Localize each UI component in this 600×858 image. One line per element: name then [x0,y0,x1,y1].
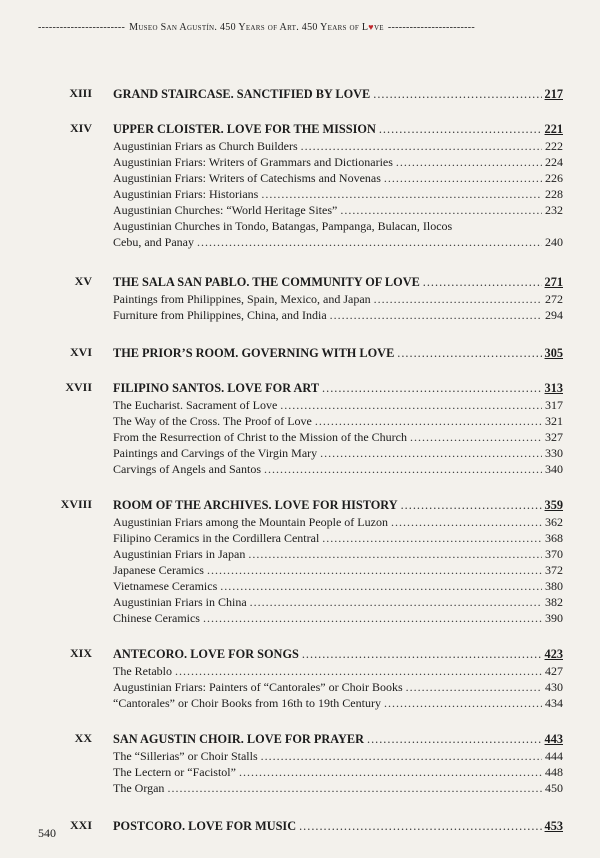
dot-leader [320,446,542,460]
entry-page: 317 [545,398,563,412]
toc-section [0,274,600,323]
section-title-row[interactable] [113,274,563,291]
section-title: SAN AGUSTIN CHOIR. LOVE FOR PRAYER [113,732,364,746]
entry-title: Augustinian Friars: Writers of Catechisms and Novenas [113,171,381,185]
section-page: 359 [544,498,563,512]
section-page: 313 [544,381,563,395]
toc-entry[interactable] [113,307,563,323]
section-title-row[interactable] [113,646,563,663]
toc-section [0,818,600,835]
dot-leader [340,203,542,217]
entry-page: 222 [545,139,563,153]
toc-entry[interactable] [113,610,563,626]
entry-title: Augustinian Churches in Tondo, Batangas, Pampanga, Bulacan, Ilocos [113,219,453,233]
dot-leader [203,611,542,625]
dot-leader [197,235,542,249]
section-page: 443 [544,732,563,746]
dot-leader [373,87,541,101]
entry-page: 434 [545,696,563,710]
toc-entry[interactable] [113,445,563,461]
section-number: XVIII [60,497,92,511]
dot-leader [384,171,542,185]
dot-leader [410,430,542,444]
toc-entry[interactable] [113,578,563,594]
dot-leader [406,680,542,694]
section-page: 305 [544,346,563,360]
entry-page: 370 [545,547,563,561]
dot-leader [261,749,542,763]
dot-leader [280,398,542,412]
dot-leader [379,122,542,136]
entry-title: Vietnamese Ceramics [113,579,218,593]
header-right-dashes: ------------------------ [387,22,476,33]
section-title: ANTECORO. LOVE FOR SONGS [113,647,299,661]
toc-entry[interactable] [113,170,563,186]
dot-leader [302,647,542,661]
dot-leader [264,462,542,476]
toc-entry[interactable] [113,154,563,170]
section-title: GRAND STAIRCASE. SANCTIFIED BY LOVE [113,87,371,101]
entry-page: 240 [545,235,563,249]
entry-page: 232 [545,203,563,217]
dot-leader [396,155,542,169]
entry-page: 330 [545,446,563,460]
entry-page: 327 [545,430,563,444]
section-title-row[interactable] [113,818,563,835]
section-title: THE PRIOR’S ROOM. GOVERNING WITH LOVE [113,346,395,360]
entry-title: Furniture from Philippines, China, and India [113,308,327,322]
dot-leader [330,308,542,322]
entry-title: The Lectern or “Facistol” [113,765,236,779]
entry-title: Chinese Ceramics [113,611,200,625]
dot-leader [220,579,542,593]
toc-entry[interactable] [113,413,563,429]
entry-title: Carvings of Angels and Santos [113,462,261,476]
toc-entry[interactable] [113,679,563,695]
entry-page: 427 [545,664,563,678]
dot-leader [391,515,542,529]
dot-leader [384,696,542,710]
toc-entry[interactable] [113,530,563,546]
entry-title: Filipino Ceramics in the Cordillera Central [113,531,320,545]
entry-title: The “Sillerias” or Choir Stalls [113,749,258,763]
section-title-row[interactable] [113,345,563,362]
entry-title: Augustinian Friars: Writers of Grammars and Dictionaries [113,155,393,169]
section-number: XV [74,274,92,288]
toc-entry[interactable] [113,234,563,250]
toc-entry[interactable] [113,218,563,234]
section-title: UPPER CLOISTER. LOVE FOR THE MISSION [113,122,376,136]
dot-leader [299,819,541,833]
running-header [38,22,578,33]
entry-page: 380 [545,579,563,593]
entry-page: 340 [545,462,563,476]
entry-title: Augustinian Friars: Painters of “Cantorales” or Choir Books [113,680,403,694]
dot-leader [397,346,541,360]
dot-leader [315,414,542,428]
section-title: POSTCORO. LOVE FOR MUSIC [113,819,297,833]
section-page: 217 [544,87,563,101]
section-title-row[interactable] [113,121,563,138]
entry-page: 362 [545,515,563,529]
toc-entry[interactable] [113,594,563,610]
section-title-row[interactable] [113,380,563,397]
section-number: XVII [65,380,92,394]
dot-leader [401,498,542,512]
dot-leader [175,664,542,678]
section-page: 271 [544,275,563,289]
toc-entry[interactable] [113,780,563,796]
dot-leader [261,187,542,201]
dot-leader [367,732,542,746]
header-title: Museo San Agustín. 450 Years of Art. 450 Years of L♥ve [129,22,384,33]
entry-page: 390 [545,611,563,625]
section-title-row[interactable] [113,497,563,514]
section-title: FILIPINO SANTOS. LOVE FOR ART [113,381,320,395]
section-number: XXI [69,818,92,832]
entry-title: Augustinian Friars as Church Builders [113,139,298,153]
toc-entry[interactable] [113,461,563,477]
entry-page: 321 [545,414,563,428]
dot-leader [248,547,542,561]
entry-page: 368 [545,531,563,545]
toc-entry[interactable] [113,546,563,562]
section-page: 423 [544,647,563,661]
entry-page: 272 [545,292,563,306]
dot-leader [239,765,542,779]
toc-entry[interactable] [113,291,563,307]
entry-page: 444 [545,749,563,763]
entry-title: Paintings from Philippines, Spain, Mexico, and Japan [113,292,371,306]
dot-leader [207,563,542,577]
section-page: 453 [544,819,563,833]
entry-title: The Organ [113,781,165,795]
dot-leader [374,292,542,306]
dot-leader [250,595,542,609]
toc-entry[interactable] [113,748,563,764]
toc-entry[interactable] [113,429,563,445]
toc-section [0,731,600,796]
toc-section [0,380,600,477]
toc-entry[interactable] [113,562,563,578]
toc-entry[interactable] [113,514,563,530]
entry-page: 224 [545,155,563,169]
entry-title: Augustinian Friars in China [113,595,247,609]
toc-section [0,345,600,362]
entry-page: 382 [545,595,563,609]
toc-entry[interactable] [113,764,563,780]
toc-section [0,646,600,711]
dot-leader [301,139,542,153]
table-of-contents [0,86,600,857]
section-number: XVI [69,345,92,359]
entry-page: 430 [545,680,563,694]
entry-title: The Eucharist. Sacrament of Love [113,398,278,412]
header-left-dashes: ------------------------ [38,22,126,33]
entry-title: “Cantorales” or Choir Books from 16th to 19th Century [113,696,381,710]
section-number: XIX [69,646,92,660]
toc-section [0,497,600,626]
toc-entry[interactable] [113,663,563,679]
page-number: 540 [38,826,56,840]
entry-title: Augustinian Friars: Historians [113,187,259,201]
entry-title: Paintings and Carvings of the Virgin Mary [113,446,318,460]
entry-title: From the Resurrection of Christ to the Mission of the Church [113,430,407,444]
entry-title: Augustinian Churches: “World Heritage Sites” [113,203,338,217]
entry-title: Augustinian Friars in Japan [113,547,246,561]
toc-entry[interactable] [113,397,563,413]
section-page: 221 [544,122,563,136]
section-number: XIV [69,121,92,135]
dot-leader [322,531,542,545]
section-title: ROOM OF THE ARCHIVES. LOVE FOR HISTORY [113,498,398,512]
toc-entry[interactable] [113,186,563,202]
entry-page: 294 [545,308,563,322]
dot-leader [322,381,542,395]
dot-leader [423,275,542,289]
entry-page: 226 [545,171,563,185]
toc-entry[interactable] [113,695,563,711]
entry-title: Cebu, and Panay [113,235,194,249]
toc-section [0,86,600,103]
section-title-row[interactable] [113,86,563,103]
entry-page: 372 [545,563,563,577]
section-title: THE SALA SAN PABLO. THE COMMUNITY OF LOVE [113,275,420,289]
entry-title: The Way of the Cross. The Proof of Love [113,414,312,428]
entry-page: 450 [545,781,563,795]
section-number: XX [74,731,92,745]
section-title-row[interactable] [113,731,563,748]
section-number: XIII [69,86,92,100]
dot-leader [167,781,542,795]
entry-page: 448 [545,765,563,779]
entry-page: 228 [545,187,563,201]
heart-icon: ♥ [368,22,374,32]
toc-section [0,121,600,250]
toc-entry[interactable] [113,138,563,154]
toc-entry[interactable] [113,202,563,218]
entry-title: Japanese Ceramics [113,563,204,577]
entry-title: The Retablo [113,664,172,678]
entry-title: Augustinian Friars among the Mountain People of Luzon [113,515,388,529]
